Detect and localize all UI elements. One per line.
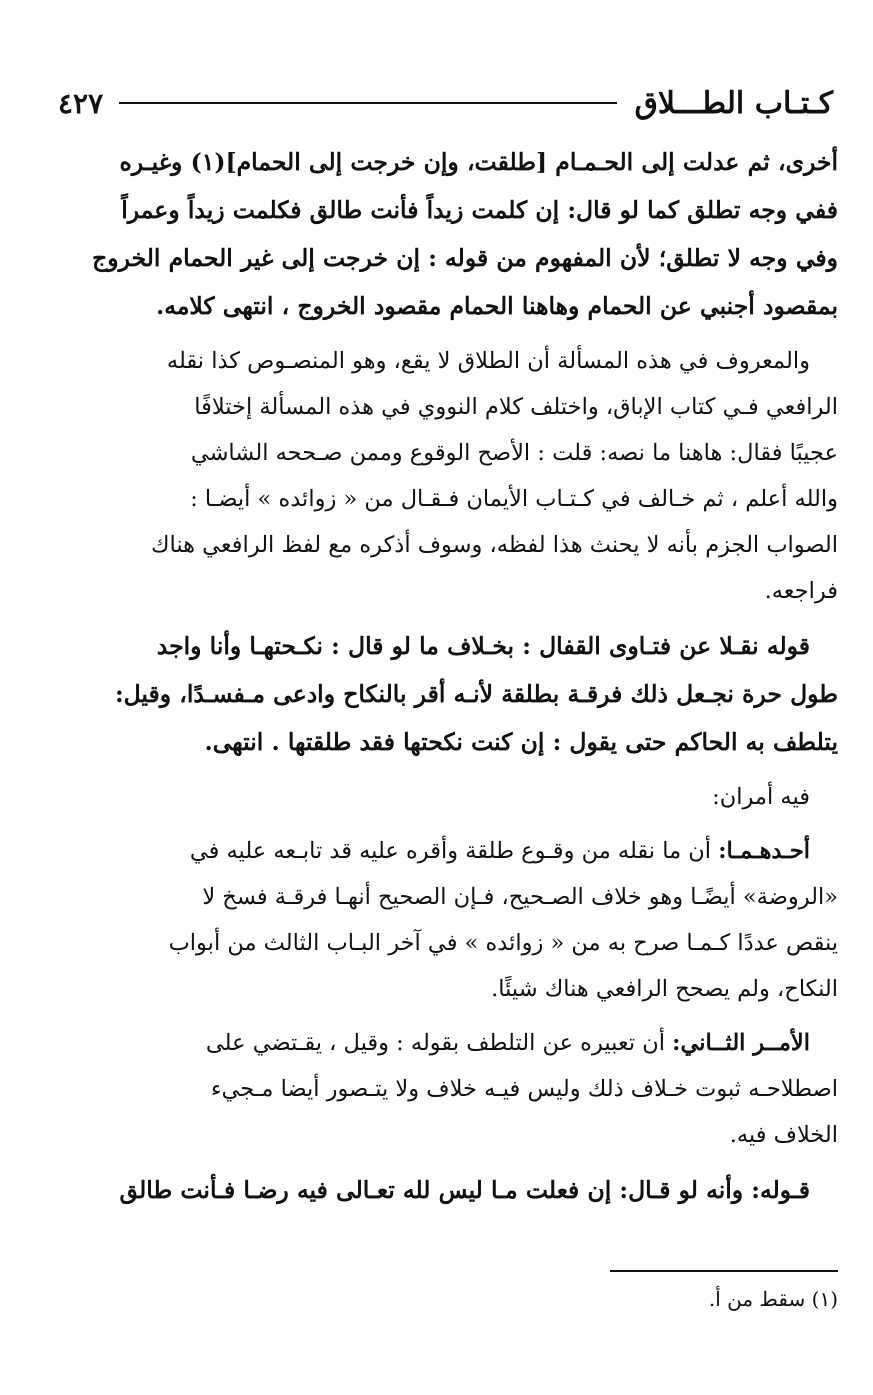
running-header [58, 80, 833, 126]
header-rule [119, 102, 617, 104]
text-line: الصواب الجزم بأنه لا يحنث هذا لفظه، وسوف أذكره مع لفظ الرافعي هناك [150, 532, 838, 558]
text-body [72, 138, 838, 1222]
paragraph [72, 338, 838, 614]
text-line: ففي وجه تطلق كما لو قال: إن كلمت زيداً فأنت طالق فكلمت زيداً وعمراً [121, 196, 838, 224]
text-line: يتلطف به الحاكم حتى يقول : إن كنت نكحتها فقد طلقتها . انتهى. [204, 728, 838, 756]
text-line: والمعروف في هذه المسألة أن الطلاق لا يقع، وهو المنصـوص كذا نقله [166, 348, 810, 374]
text-run: أن ما نقله من وقـوع طلقة وأقره عليه قد تابـعه عليه في [189, 838, 719, 864]
text-line: طول حرة نجـعل ذلك فرقـة بطلقة لأنـه أقر بالنكاح وادعى مـفسـدًا، وقيل: [114, 680, 838, 708]
text-line: الخلاف فيه. [729, 1122, 838, 1148]
footnote-rule [610, 1270, 838, 1272]
text-line: ينقص عددًا كـمـا صرح به من « زوائده » في آخر البـاب الثالث من أبواب [168, 930, 838, 956]
text-line: «الروضة» أيضًـا وهو خلاف الصـحيح، فـإن الصحيح أنهـا فرقـة فسخ لا [202, 884, 838, 910]
paragraph [72, 622, 838, 766]
text-line [72, 828, 838, 874]
text-line: فراجعه. [764, 578, 838, 604]
text-line: النكاح، ولم يصحح الرافعي هناك شيئًا. [491, 976, 838, 1002]
text-run: أن تعبيره عن التلطف بقوله : وقيل ، يقـتضي على [205, 1030, 673, 1056]
text-line: عجيبًا فقال: هاهنا ما نصه: قلت : الأصح الوقوع وممن صـححه الشاشي [190, 440, 838, 466]
page-number: ٤٢٧ [58, 86, 104, 120]
text-line [72, 1020, 838, 1066]
text-line: فيه أمران: [712, 784, 810, 810]
section-lead: أحـدهـمـا: [718, 838, 810, 864]
text-line: أخرى، ثم عدلت إلى الحـمـام [طلقت، وإن خرجت إلى الحمام](١) وغيـره [119, 148, 838, 176]
text-line: اصطلاحـه ثبوت خـلاف ذلك وليس فيـه خلاف ولا يتـصور أيضا مـجيء [210, 1076, 838, 1102]
text-line: والله أعلم ، ثم خـالف في كـتـاب الأيمان فـقـال من « زوائده » أيضـا : [190, 486, 838, 512]
text-line: وفي وجه لا تطلق؛ لأن المفهوم من قوله : إن خرجت إلى غير الحمام الخروج [92, 244, 838, 272]
section-lead: الأمــر الثــاني: [672, 1030, 810, 1056]
running-title: كـتـاب الطـــلاق [634, 85, 833, 121]
text-line: قوله نقـلا عن فتـاوى القفال : بخـلاف ما لو قال : نكـحتهـا وأنا واجد [156, 632, 810, 660]
paragraph [72, 828, 838, 1012]
text-line: قـوله: وأنه لو قـال: إن فعلت مـا ليس لله تعـالى فيه رضـا فـأنت طالق [119, 1176, 810, 1204]
paragraph [72, 1020, 838, 1158]
footnote: (١) سقط من أ. [708, 1287, 838, 1311]
paragraph [72, 774, 838, 820]
text-line: الرافعي فـي كتاب الإباق، واختلف كلام النووي في هذه المسألة إختلافًا [194, 394, 838, 420]
paragraph [72, 138, 838, 330]
paragraph [72, 1166, 838, 1214]
text-line: بمقصود أجنبي عن الحمام وهاهنا الحمام مقصود الخروج ، انتهى كلامه. [156, 292, 838, 320]
